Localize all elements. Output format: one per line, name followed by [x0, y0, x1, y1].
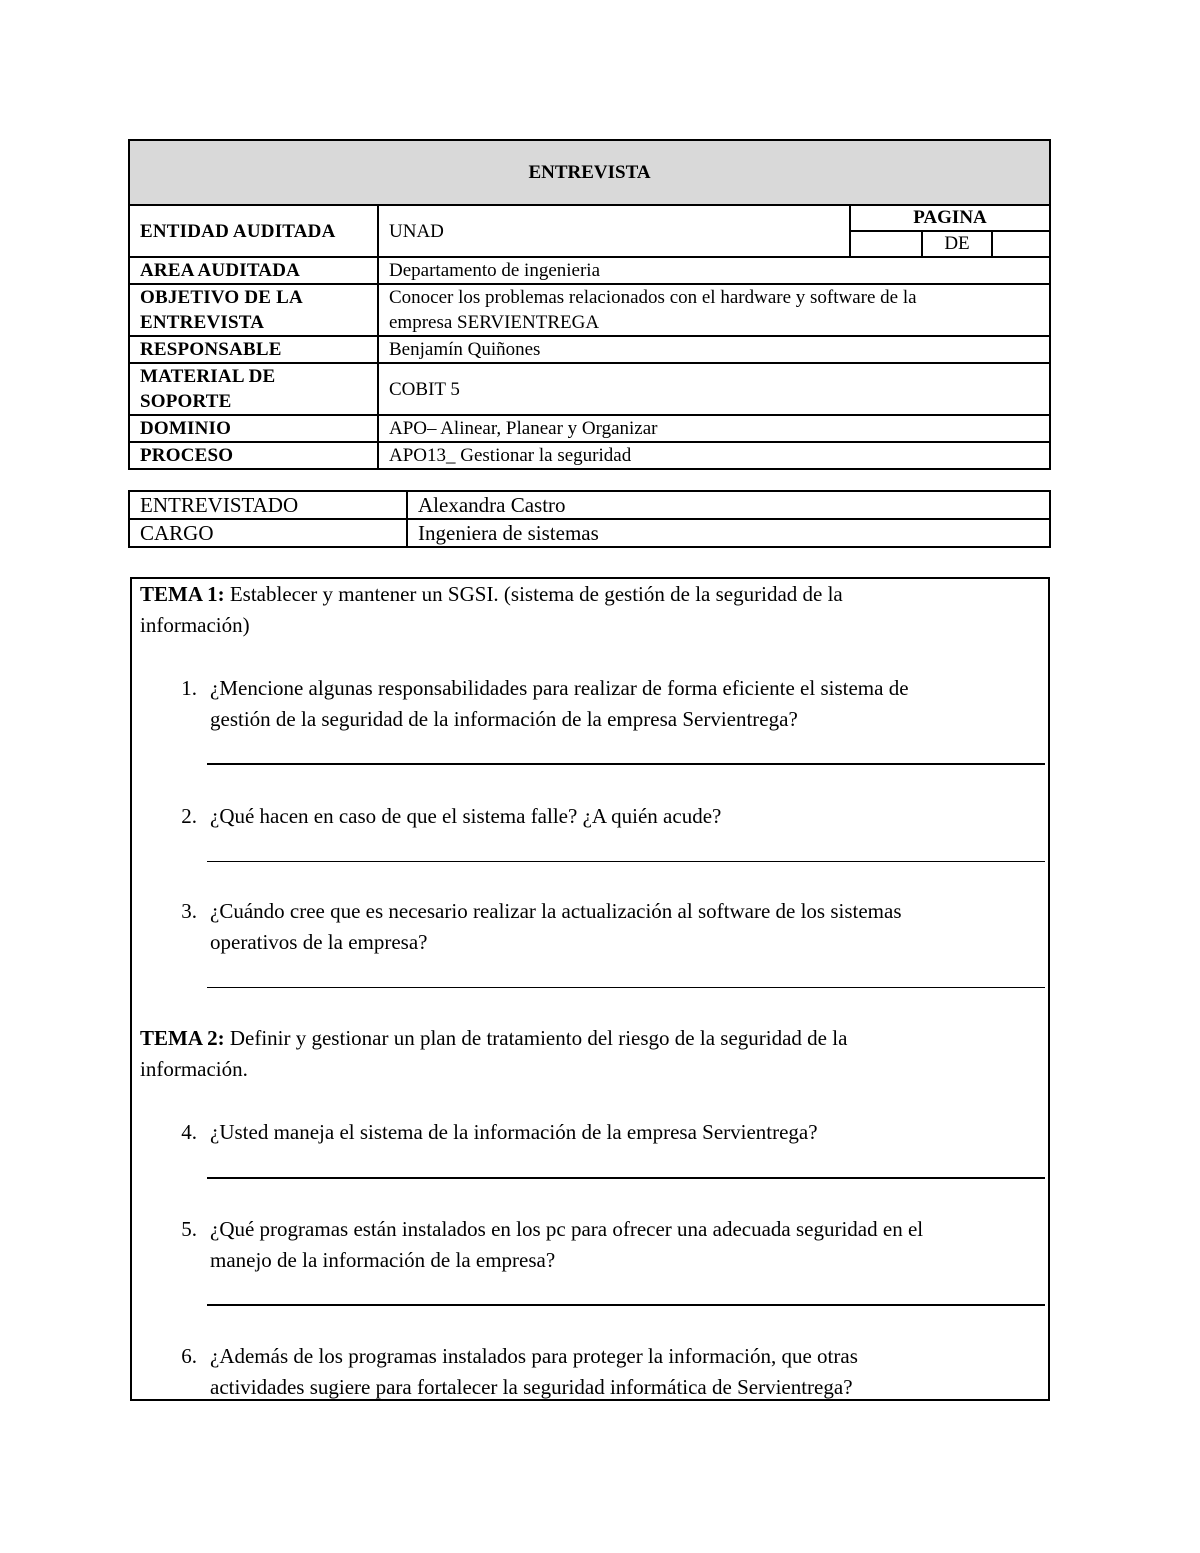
entrevistado-label: ENTREVISTADO	[129, 491, 407, 519]
cargo-label: CARGO	[129, 519, 407, 547]
pagina-total	[993, 232, 1049, 256]
proceso-label: PROCESO	[129, 442, 378, 469]
answer-line-5[interactable]	[207, 1304, 1045, 1306]
document-title: ENTREVISTA	[129, 140, 1050, 205]
responsable-label: RESPONSABLE	[129, 336, 378, 363]
entidad-value: UNAD	[378, 205, 850, 257]
pagina-label: PAGINA	[851, 206, 1049, 232]
answer-line-3[interactable]	[207, 987, 1045, 988]
material-value: COBIT 5	[378, 363, 1050, 415]
cargo-value: Ingeniera de sistemas	[407, 519, 1050, 547]
dominio-value: APO– Alinear, Planear y Organizar	[378, 415, 1050, 442]
interviewee-table	[128, 490, 1051, 548]
area-value: Departamento de ingenieria	[378, 257, 1050, 284]
pagina-current	[851, 232, 923, 256]
answer-line-2[interactable]	[207, 861, 1045, 862]
area-label: AREA AUDITADA	[129, 257, 378, 284]
pagina-cell	[850, 205, 1050, 257]
tema-2: TEMA 2: Definir y gestionar un plan de tratamiento del riesgo de la seguridad de la información.	[140, 1026, 848, 1081]
dominio-label: DOMINIO	[129, 415, 378, 442]
proceso-value: APO13_ Gestionar la seguridad	[378, 442, 1050, 469]
questions-box: TEMA 1: Establecer y mantener un SGSI. (sistema de gestión de la seguridad de la información) 1. ¿Mencione algunas responsabilidades para realizar de forma eficiente el sistema de gestión de la seguridad de la información de la empresa Servientrega? 2. ¿Qué hacen en caso de que el sistema falle? ¿A quién acude? 3. ¿Cuándo cree que es necesario realizar la actualización al software de los sistemas operativos de la empresa? TEMA 2: Definir y gestionar un plan de tratamiento del riesgo de la seguridad de la información. 4. ¿Usted maneja el sistema de la información de la empresa Servientrega? 5. ¿Qué programas están instalados en los pc para ofrecer una adecuada seguridad en el manejo de la información de la empresa? 6. ¿Además de los programas instalados para proteger la información, que otras actividades sugiere para fortalecer la seguridad informática de Servientrega?	[130, 577, 1050, 1401]
audit-header-table	[128, 139, 1051, 470]
tema-1: TEMA 1: Establecer y mantener un SGSI. (sistema de gestión de la seguridad de la información)	[140, 582, 843, 637]
pagina-de-label: DE	[923, 232, 993, 256]
material-label: MATERIAL DE SOPORTE	[129, 363, 378, 415]
objetivo-value: Conocer los problemas relacionados con el hardware y software de la empresa SERVIENTREGA	[378, 284, 1050, 336]
answer-line-1[interactable]	[207, 763, 1045, 765]
answer-line-4[interactable]	[207, 1177, 1045, 1179]
responsable-value: Benjamín Quiñones	[378, 336, 1050, 363]
entidad-label: ENTIDAD AUDITADA	[129, 205, 378, 257]
entrevistado-value: Alexandra Castro	[407, 491, 1050, 519]
objetivo-label: OBJETIVO DE LA ENTREVISTA	[129, 284, 378, 336]
